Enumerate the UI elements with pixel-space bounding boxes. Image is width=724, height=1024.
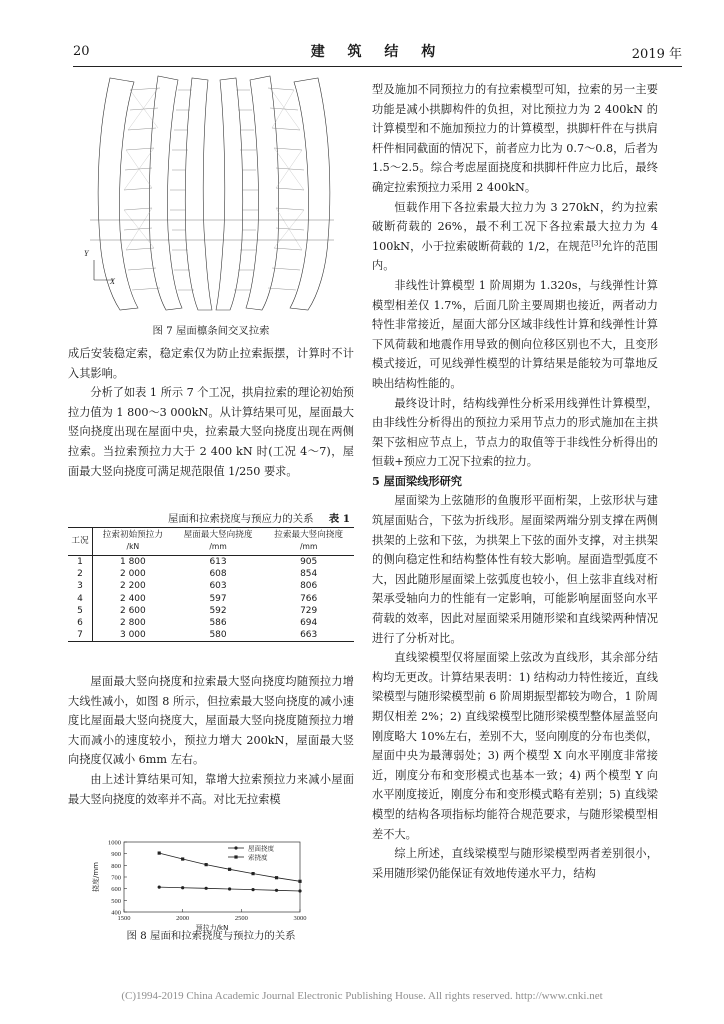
table-cell: 580 — [209, 630, 227, 641]
table-row — [68, 605, 354, 617]
table-cell: 586 — [209, 618, 227, 629]
data-point — [158, 886, 161, 889]
table-cell: 663 — [300, 630, 318, 641]
data-point — [181, 886, 184, 889]
data-point — [251, 872, 254, 875]
data-point — [298, 889, 301, 892]
table-cell: 694 — [300, 618, 318, 629]
arch-right-inner — [246, 76, 279, 310]
data-point — [228, 868, 231, 871]
y-axis-label: 挠度/mm — [92, 862, 100, 892]
x-tick-label: 3000 — [293, 915, 307, 922]
y-tick-label: 800 — [111, 862, 121, 870]
table-cell: 613 — [209, 557, 227, 567]
table-cell: 1 — [68, 556, 93, 569]
arch-left-outer — [98, 78, 138, 310]
data-point — [228, 887, 231, 890]
table-cell: 2 — [68, 568, 93, 580]
paragraph: 最终设计时，结构线弹性分析采用线弹性计算模型，由非线性分析得出的预拉力采用节点力的形式施加在主拱架下弦相应节点上，节点力的取值等于非线性分析得出的恒载+预应力工况下拉索的拉力。 — [372, 396, 658, 469]
table-cell: 4 — [68, 593, 93, 605]
table-cell: 2 200 — [119, 581, 146, 592]
paragraph: 成后安装稳定索，稳定索仅为防止拉索振摆，计算时不计入其影响。 — [68, 347, 354, 380]
table-row — [68, 593, 354, 605]
table-cell: 766 — [300, 593, 318, 604]
table-cell: 729 — [300, 605, 318, 616]
figure-7-caption: 图 7 屋面檩条间交叉拉索 — [152, 325, 270, 337]
data-point — [251, 888, 254, 891]
y-tick-label: 500 — [111, 897, 121, 905]
figure-8-caption: 图 8 屋面和拉索挠度与预拉力的关系 — [126, 930, 296, 942]
table-cell: 7 — [68, 629, 93, 642]
table-cell: 3 000 — [119, 630, 146, 641]
table-cell: 2 000 — [119, 569, 146, 580]
y-tick-label: 400 — [111, 909, 121, 917]
x-axis-label: 预拉力/kN — [195, 924, 229, 932]
table-row — [68, 580, 354, 592]
arch-left-inner — [149, 76, 182, 310]
data-point — [275, 876, 278, 879]
table-number: 表 1 — [328, 513, 350, 525]
x-tick-label: 1500 — [117, 915, 131, 922]
table-row — [68, 617, 354, 629]
legend-marker — [234, 846, 237, 849]
arch-center-left — [185, 78, 212, 310]
left-column-lower — [68, 672, 354, 809]
paragraph: 屋面最大竖向挠度和拉索最大竖向挠度均随预拉力增大线性减小，如图 8 所示，但拉索最大竖向挠度的减小速度比屋面最大竖向挠度大，屋面最大竖向挠度随预拉力增大而减小的速度较小，预拉力增大 200kN，屋面最大竖向挠度仅减小 6mm 左右。 — [68, 675, 354, 767]
x-tick-label: 2500 — [234, 915, 248, 922]
table-cell: 3 — [68, 580, 93, 592]
paragraph: 由上述计算结果可知，靠增大拉索预拉力来减小屋面最大竖向挠度的效率并不高。对比无拉索模 — [68, 772, 354, 806]
data-point — [205, 887, 208, 890]
table-cell: 2 400 — [119, 593, 146, 604]
table-cell: 6 — [68, 617, 93, 629]
paragraph: 恒载作用下各拉索最大拉力为 3 270kN，约为拉索破断荷载的 26%，最不利工况下各拉索最大拉力为 4 100kN，小于拉索破断荷载的 1/2，在规范[3]允许的范围内。 — [372, 200, 658, 273]
arch-right-outer — [290, 78, 330, 310]
axis-y-label: Y — [84, 249, 89, 258]
left-column-upper — [68, 344, 354, 481]
table-cell: 5 — [68, 605, 93, 617]
y-tick-label: 600 — [111, 886, 121, 894]
y-tick-label: 700 — [111, 874, 121, 882]
y-tick-label: 900 — [111, 851, 121, 859]
figure-7-roof-drawing — [80, 70, 344, 320]
table-cell: 806 — [300, 581, 318, 592]
table-cell: 597 — [209, 593, 227, 604]
table-header: 工况 — [68, 528, 93, 556]
table-row — [68, 556, 354, 569]
cross-bracing — [124, 88, 304, 250]
data-point — [205, 863, 208, 866]
paragraph: 屋面梁为上弦随形的鱼腹形平面桁架，上弦形状与建筑屋面贴合，下弦为折线形。屋面梁两端分别支撑在两侧拱架的上弦和下弦，为拱架上下弦的面外支撑，对主拱架的侧向稳定性和结构整体性有较大影响。屋面造型弧度不大，因此随形屋面梁上弦弧度也较小，但上弦非直线对桁架承受轴向力的性能有一定影响，可能影响屋面竖向水平荷载的效率，因此对屋面梁采用随形梁和直线梁两种情况进行了分析对比。 — [372, 494, 658, 645]
table-cell: 2 600 — [119, 605, 146, 616]
table-cell: 592 — [209, 605, 227, 616]
paragraph: 直线梁模型仅将屋面梁上弦改为直线形，其余部分结构均无更改。计算结果表明：1) 结构动力特性接近，直线梁模型与随形梁模型前 6 阶周期振型都较为吻合，1 阶周期仅相差 2%；2) 直线梁模型比随形梁模型整体屋盖竖向刚度略大 10%左右，差别不大，竖向刚度的分布也类似，屋面中央为最薄弱处；3) 两个模型 X 向水平刚度非常接近，刚度分布和变形模式也基本一致；4) 两个模型 Y 向水平刚度接近，刚度分布和变形模式略有差别；5) 直线梁模型的结构各项指标均能符合规范要求，与随形梁模型相差不大。 — [372, 651, 658, 841]
table-cell: 854 — [300, 569, 318, 580]
table-cell: 905 — [300, 557, 318, 567]
arch-center-right — [216, 78, 243, 310]
copyright-footer: (C)1994-2019 China Academic Journal Electronic Publishing House. All rights reserved. http://www.cnki.net — [121, 990, 603, 1002]
paragraph: 型及施加不同预拉力的有拉索模型可知，拉索的另一主要功能是减小拱脚构件的负担，对比预拉力为 2 400kN 的计算模型和不施加预拉力的计算模型，拱脚杆件在与拱肩杆件相同截面的情况下，前者应力比为 0.7～0.8，后者为 1.5～2.5。综合考虑屋面挠度和拱脚杆件应力比后，最终确定拉索预拉力采用 2 400kN。 — [372, 83, 658, 194]
axis-x-label: X — [110, 277, 115, 286]
table-header: 屋面最大竖向挠度 /mm — [173, 528, 264, 556]
table-title-text: 屋面和拉索挠度与预应力的关系 — [168, 513, 314, 525]
figure-8-chart — [90, 832, 352, 942]
table-cell: 2 800 — [119, 618, 146, 629]
data-point — [158, 851, 161, 854]
data-point — [181, 857, 184, 860]
citation: [3] — [591, 239, 602, 248]
table-header: 拉索最大竖向挠度 /mm — [263, 528, 354, 556]
right-column — [372, 80, 658, 883]
legend-label: 屋面挠度 — [248, 844, 274, 853]
table-1 — [68, 527, 354, 642]
paragraph: 综上所述，直线梁模型与随形梁模型两者差别很小，采用随形梁仍能保证有效地传递水平力，结构 — [372, 847, 658, 880]
data-point — [275, 889, 278, 892]
table-cell: 1 800 — [119, 557, 146, 567]
running-header — [73, 36, 682, 67]
table-header: 拉索初始预拉力 /kN — [93, 528, 173, 556]
journal-title: 建 筑 结 构 — [310, 44, 445, 60]
data-point — [298, 880, 301, 883]
section-heading: 5 屋面梁线形研究 — [372, 473, 462, 488]
table-cell: 608 — [209, 569, 227, 580]
page-number: 20 — [73, 44, 90, 59]
table-cell: 603 — [209, 581, 227, 592]
legend-label: 索挠度 — [248, 853, 268, 862]
paragraph: 非线性计算模型 1 阶周期为 1.320s，与线弹性计算模型相差仅 1.7%，后面几阶主要周期也接近，两者动力特性非常接近，屋面大部分区域非线性计算和线弹性计算下风荷载和地震作用导致的侧向位移区别也不大，且变形模式接近，可见线弹性模型的计算结果是能较为可靠地反映出结构性能的。 — [372, 278, 658, 390]
x-tick-label: 2000 — [176, 915, 190, 922]
y-tick-label: 1000 — [108, 839, 121, 847]
issue-year: 2019 年 — [631, 47, 682, 62]
legend-marker — [234, 855, 237, 858]
table-row — [68, 629, 354, 642]
table-row — [68, 568, 354, 580]
paragraph: 分析了如表 1 所示 7 个工况，拱肩拉索的理论初始预拉力值为 1 800～3 000kN。从计算结果可见，屋面最大竖向挠度出现在屋面中央，拉索最大竖向挠度出现在两侧拉索。当拉索预拉力大于 2 400 kN 时(工况 4～7)，屋面最大竖向挠度可满足规范限值 1/250 要求。 — [68, 386, 354, 478]
